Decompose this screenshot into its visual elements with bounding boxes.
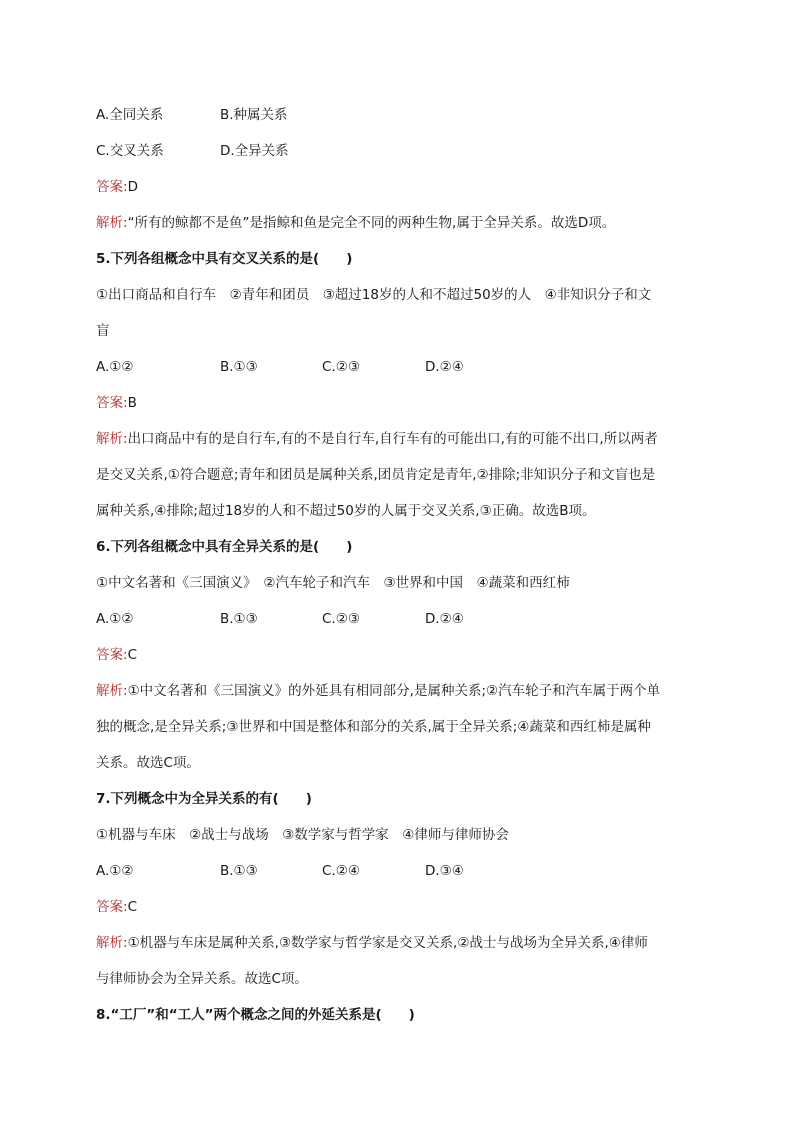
- q4-analysis-line: [96, 214, 698, 232]
- q4-answer: [96, 178, 698, 196]
- q6-option-d: D.②④: [425, 611, 464, 627]
- q5-analysis-line: [96, 430, 698, 448]
- analysis-label: 解析:: [96, 431, 128, 447]
- q4-option-d: D.全异关系: [220, 143, 289, 159]
- answer-label: 答案:: [96, 179, 128, 195]
- analysis-label: 解析:: [96, 683, 128, 699]
- analysis-text: ①机器与车床是属种关系,③数学家与哲学家是交叉关系,②战士与战场为全异关系,④律师: [127, 935, 648, 951]
- q5-answer: [96, 394, 698, 412]
- answer-value: B: [127, 395, 137, 411]
- analysis-text: “所有的鲸都不是鱼”是指鲸和鱼是完全不同的两种生物,属于全异关系。故选D项。: [127, 215, 616, 231]
- q6-option-c: C.②③: [322, 611, 360, 627]
- q6-analysis-line: 独的概念,是全异关系;③世界和中国是整体和部分的关系,属于全异关系;④蔬菜和西红柿是属种: [96, 719, 651, 735]
- q7-option-b: B.①③: [220, 863, 258, 879]
- q7-option-d: D.③④: [425, 863, 464, 879]
- q6-analysis-line: [96, 682, 698, 700]
- q6-option-b: B.①③: [220, 611, 258, 627]
- q5-analysis-line: 属种关系,④排除;超过18岁的人和不超过50岁的人属于交叉关系,③正确。故选B项。: [96, 503, 596, 519]
- q5-items-line: ①出口商品和自行车 ②青年和团员 ③超过18岁的人和不超过50岁的人 ④非知识分子和文: [96, 287, 652, 303]
- q5-stem: 5.下列各组概念中具有交叉关系的是( ): [96, 251, 353, 267]
- q6-analysis-line: 关系。故选C项。: [96, 755, 200, 771]
- q7-answer: [96, 898, 698, 916]
- answer-value: C: [127, 647, 137, 663]
- q5-option-b: B.①③: [220, 359, 258, 375]
- q5-analysis-line: 是交叉关系,①符合题意;青年和团员是属种关系,团员肯定是青年,②排除;非知识分子和文盲也是: [96, 467, 656, 483]
- q4-option-a: A.全同关系: [96, 107, 164, 123]
- q5-option-d: D.②④: [425, 359, 464, 375]
- q6-answer: [96, 646, 698, 664]
- analysis-label: 解析:: [96, 215, 128, 231]
- answer-label: 答案:: [96, 395, 128, 411]
- q4-option-b: B.种属关系: [220, 107, 288, 123]
- q6-option-a: A.①②: [96, 611, 134, 627]
- q5-option-a: A.①②: [96, 359, 134, 375]
- answer-value: D: [127, 179, 138, 195]
- analysis-text: 出口商品中有的是自行车,有的不是自行车,自行车有的可能出口,有的可能不出口,所以两者: [127, 431, 658, 447]
- q7-option-c: C.②④: [322, 863, 360, 879]
- q5-items-line: 盲: [96, 323, 110, 339]
- analysis-label: 解析:: [96, 935, 128, 951]
- q6-items-line: ①中文名著和《三国演义》 ②汽车轮子和汽车 ③世界和中国 ④蔬菜和西红柿: [96, 575, 570, 591]
- q4-option-c: C.交叉关系: [96, 143, 164, 159]
- answer-label: 答案:: [96, 899, 128, 915]
- answer-label: 答案:: [96, 647, 128, 663]
- q5-option-c: C.②③: [322, 359, 360, 375]
- answer-value: C: [127, 899, 137, 915]
- q7-analysis-line: 与律师协会为全异关系。故选C项。: [96, 971, 308, 987]
- q8-stem: 8.“工厂”和“工人”两个概念之间的外延关系是( ): [96, 1007, 415, 1023]
- q7-items-line: ①机器与车床 ②战士与战场 ③数学家与哲学家 ④律师与律师协会: [96, 827, 509, 843]
- q7-stem: 7.下列概念中为全异关系的有( ): [96, 791, 312, 807]
- analysis-text: ①中文名著和《三国演义》的外延具有相同部分,是属种关系;②汽车轮子和汽车属于两个单: [127, 683, 661, 699]
- q7-option-a: A.①②: [96, 863, 134, 879]
- q7-analysis-line: [96, 934, 698, 952]
- q6-stem: 6.下列各组概念中具有全异关系的是( ): [96, 539, 353, 555]
